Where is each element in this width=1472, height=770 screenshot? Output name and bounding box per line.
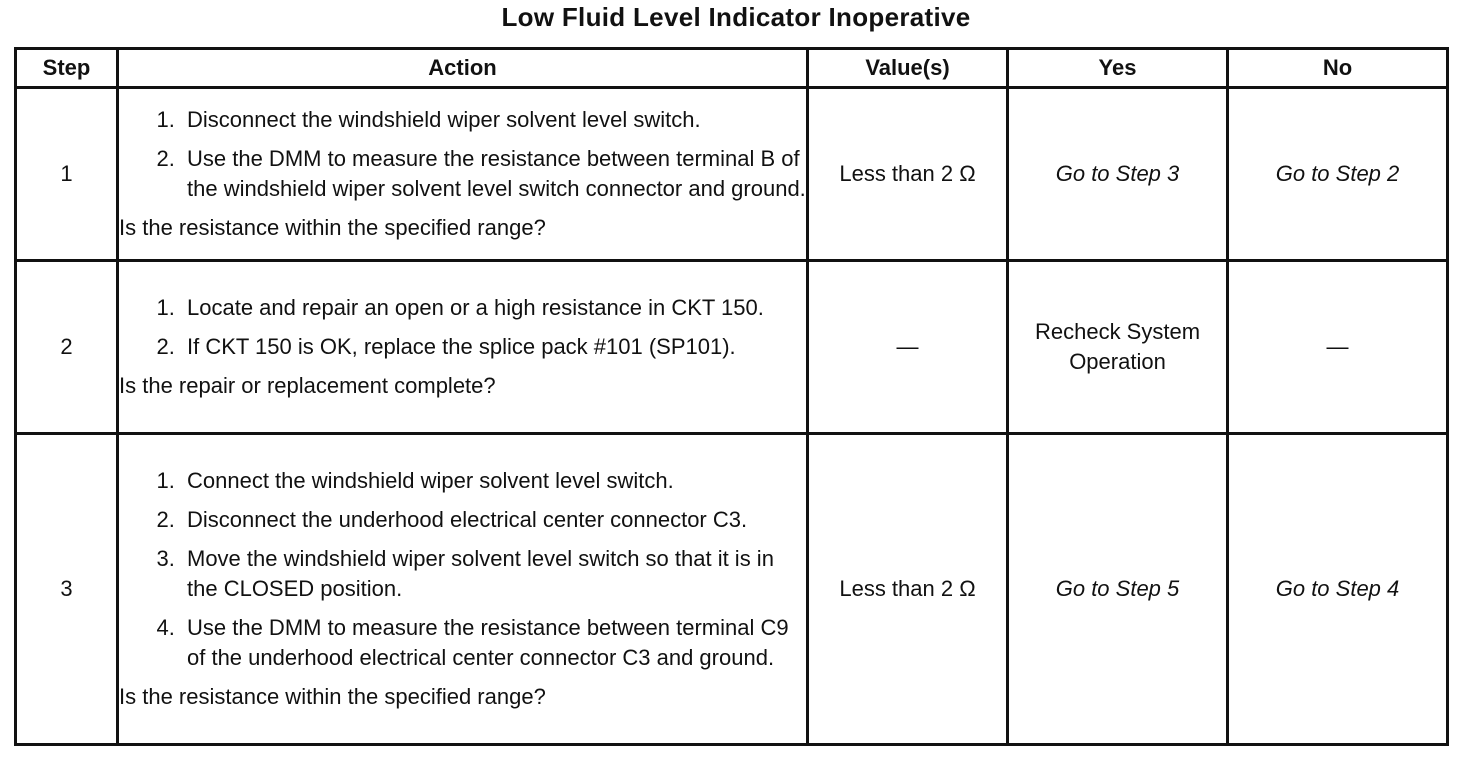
- page-title: Low Fluid Level Indicator Inoperative: [501, 2, 971, 32]
- yes-cell: Go to Step 3: [1008, 88, 1228, 261]
- action-item: 2. If CKT 150 is OK, replace the splice pack #101 (SP101).: [181, 332, 806, 362]
- action-item: 4. Use the DMM to measure the resistance between terminal C9 of the underhood electrical center connector C3 and ground.: [181, 613, 806, 673]
- header-step: Step: [16, 49, 118, 88]
- header-no: No: [1228, 49, 1448, 88]
- header-yes: Yes: [1008, 49, 1228, 88]
- action-item: 2. Disconnect the underhood electrical center connector C3.: [181, 505, 806, 535]
- step-number: 2: [16, 261, 118, 434]
- header-action: Action: [118, 49, 808, 88]
- step-number: 3: [16, 434, 118, 745]
- table-row: [16, 88, 1448, 261]
- value-cell: Less than 2 Ω: [808, 88, 1008, 261]
- action-item: 3. Move the windshield wiper solvent level switch so that it is in the CLOSED position.: [181, 544, 806, 604]
- action-item: 1. Connect the windshield wiper solvent level switch.: [181, 466, 806, 496]
- action-list: [119, 105, 806, 204]
- action-item: 1. Disconnect the windshield wiper solvent level switch.: [181, 105, 806, 135]
- header-row: [16, 49, 1448, 88]
- no-cell: —: [1228, 261, 1448, 434]
- action-question: Is the resistance within the specified range?: [119, 684, 546, 709]
- value-cell: Less than 2 Ω: [808, 434, 1008, 745]
- step-number: 1: [16, 88, 118, 261]
- header-values: Value(s): [808, 49, 1008, 88]
- no-cell: Go to Step 4: [1228, 434, 1448, 745]
- action-question: Is the repair or replacement complete?: [119, 373, 496, 398]
- table-row: [16, 434, 1448, 745]
- action-item: 1. Locate and repair an open or a high resistance in CKT 150.: [181, 293, 806, 323]
- no-cell: Go to Step 2: [1228, 88, 1448, 261]
- yes-cell: Recheck System Operation: [1008, 261, 1228, 434]
- action-item: 2. Use the DMM to measure the resistance between terminal B of the windshield wiper solvent level switch connector and ground.: [181, 144, 806, 204]
- yes-cell: Go to Step 5: [1008, 434, 1228, 745]
- action-cell: [118, 88, 808, 261]
- action-question: Is the resistance within the specified range?: [119, 215, 546, 240]
- value-cell: —: [808, 261, 1008, 434]
- action-list: [119, 466, 806, 673]
- table-row: [16, 261, 1448, 434]
- diagnostic-table: [14, 47, 1449, 746]
- action-cell: [118, 434, 808, 745]
- action-list: [119, 293, 806, 362]
- action-cell: [118, 261, 808, 434]
